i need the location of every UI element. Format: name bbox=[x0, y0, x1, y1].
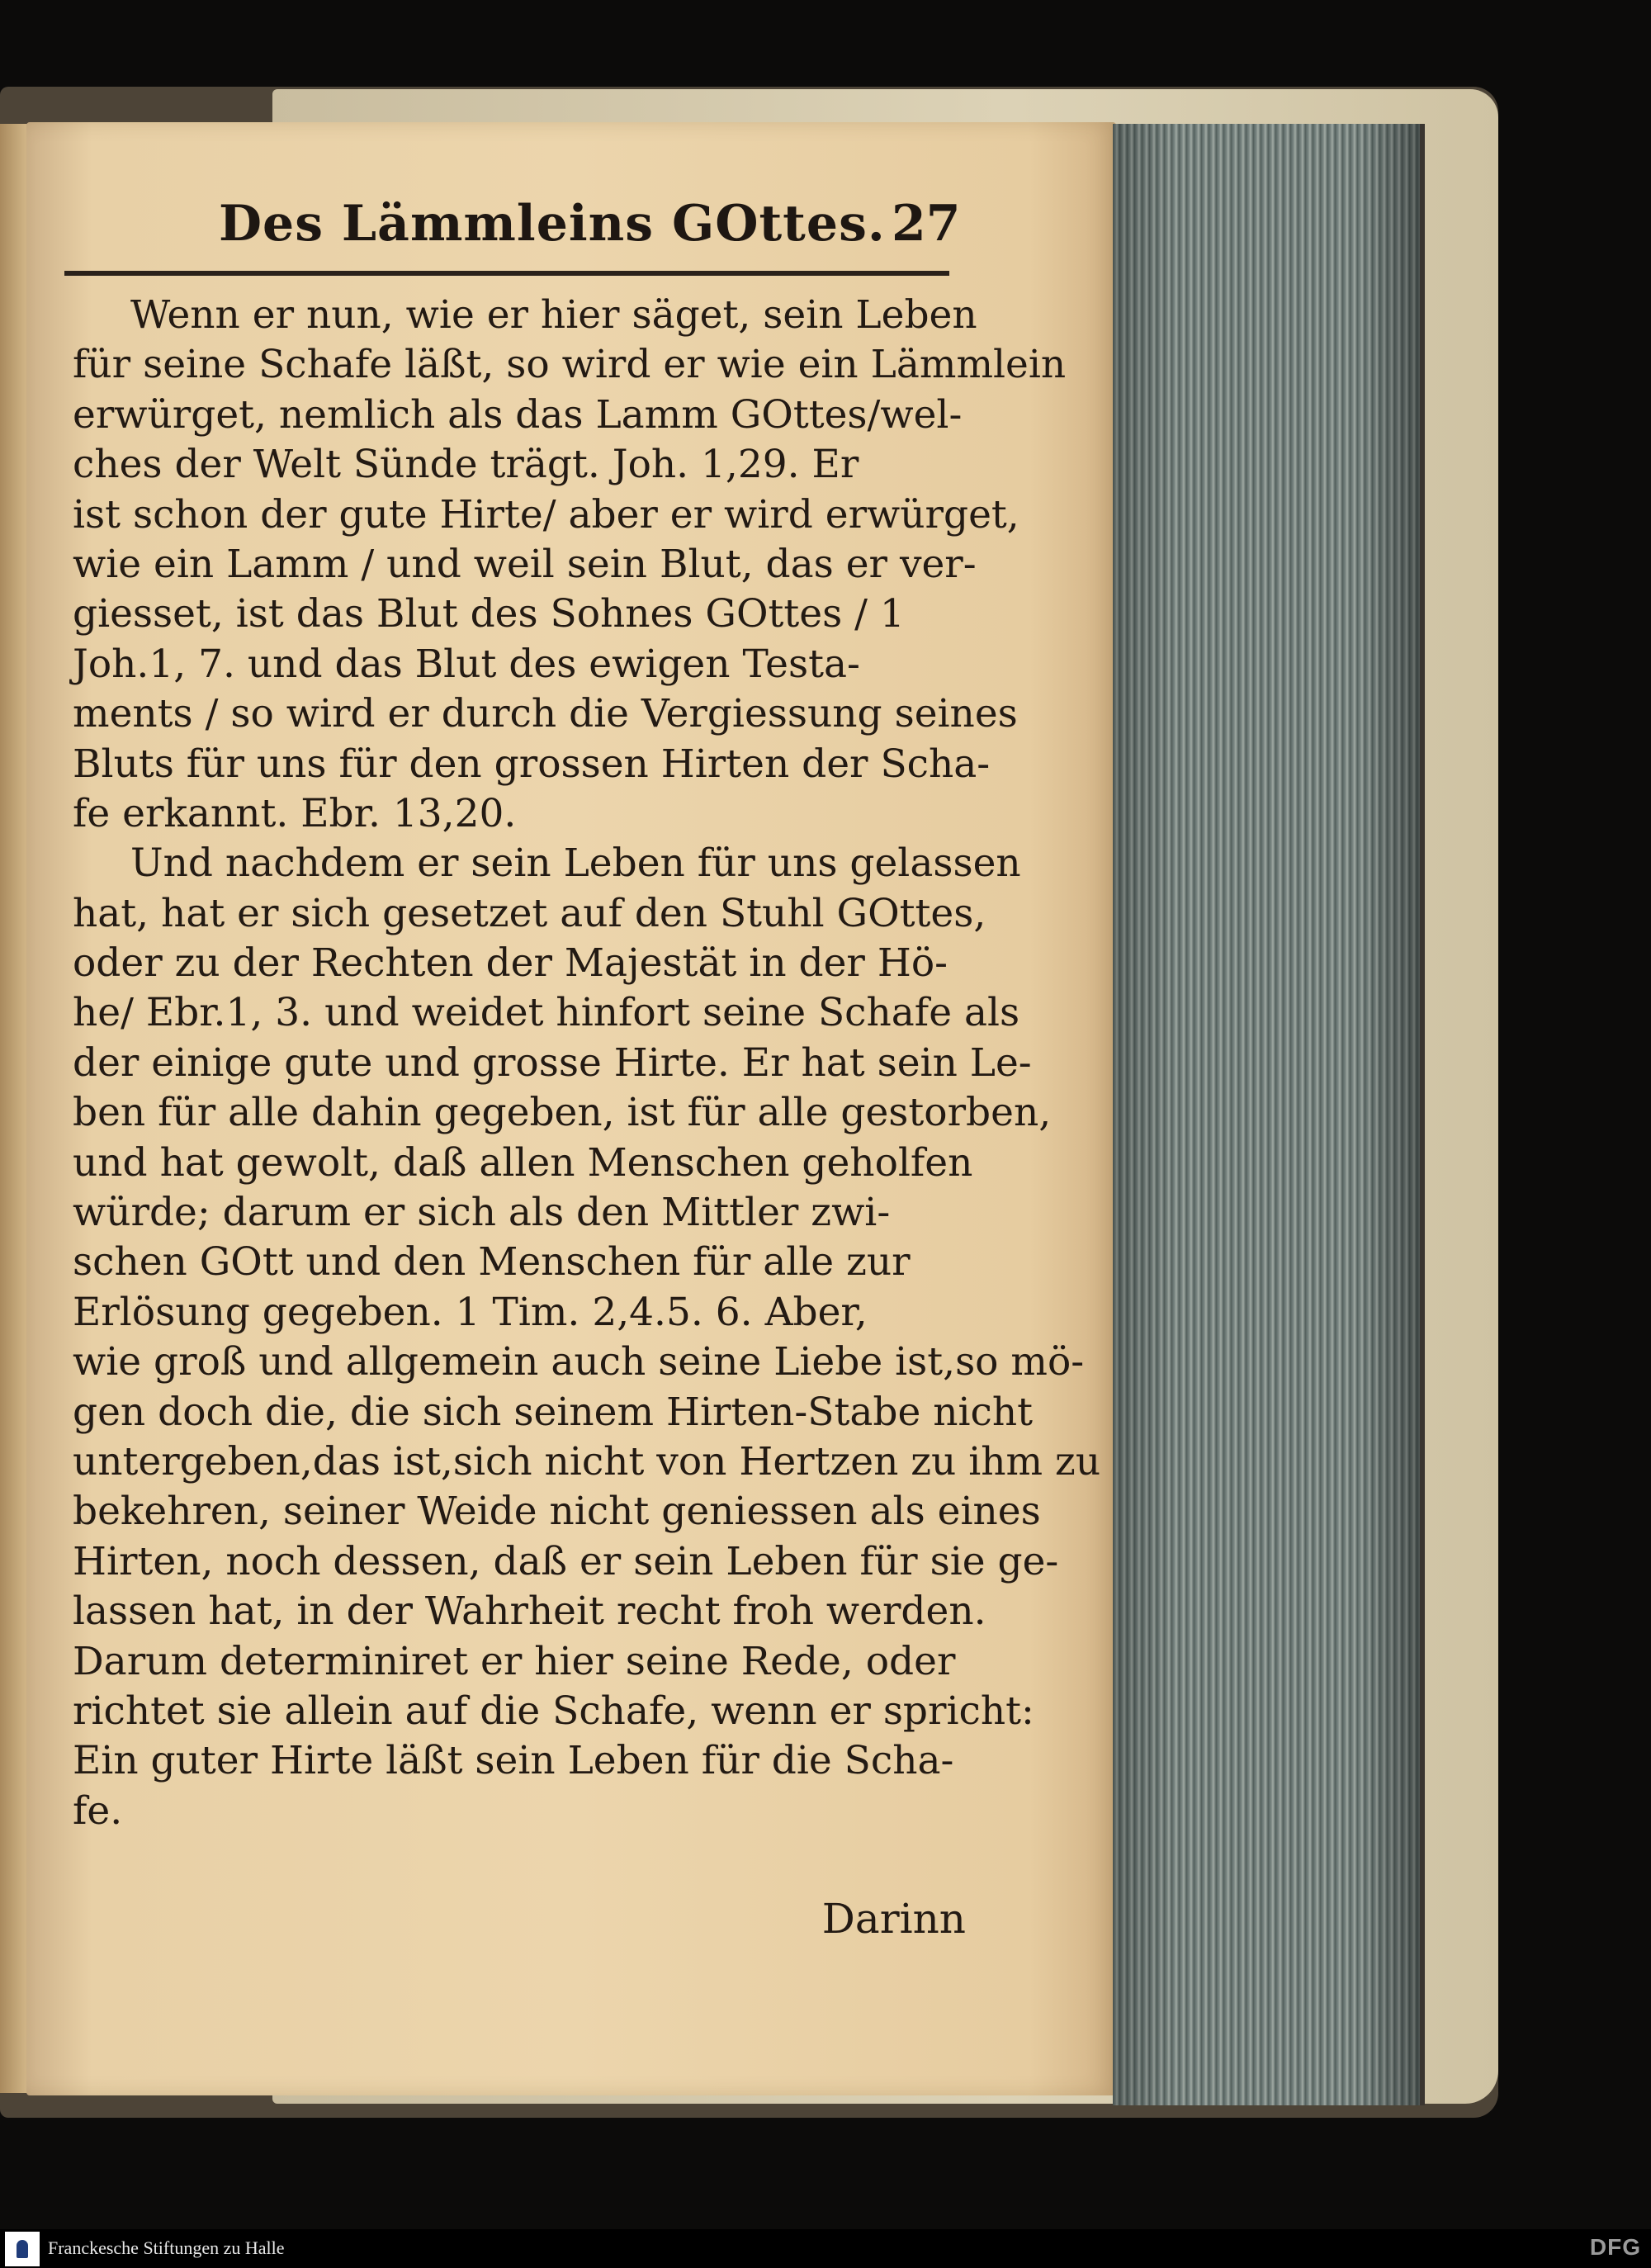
text-line: giesset, ist das Blut des Sohnes GOttes / 1 bbox=[73, 591, 905, 637]
text-line: Joh.1, 7. und das Blut des ewigen Testa- bbox=[73, 641, 860, 687]
text-line: hat, hat er sich gesetzet auf den Stuhl GOttes, bbox=[73, 890, 986, 936]
text-line: Hirten, noch dessen, daß er sein Leben für sie ge- bbox=[73, 1538, 1059, 1584]
text-line: Ein guter Hirte läßt sein Leben für die Scha- bbox=[73, 1738, 954, 1784]
catchword: Darinn bbox=[821, 1895, 966, 1943]
text-line: ist schon der gute Hirte/ aber er wird erwürget, bbox=[73, 491, 1019, 537]
text-line: erwürget, nemlich als das Lamm GOttes/wel- bbox=[73, 391, 963, 438]
text-line: ments / so wird er durch die Vergiessung seines bbox=[73, 691, 1018, 737]
text-line: der einige gute und grosse Hirte. Er hat sein Le- bbox=[73, 1039, 1032, 1086]
institution-name: Franckesche Stiftungen zu Halle bbox=[48, 2237, 285, 2258]
text-line: he/ Ebr.1, 3. und weidet hinfort seine Schafe als bbox=[73, 990, 1020, 1036]
body-text bbox=[73, 291, 1101, 1836]
page-number: 27 bbox=[892, 195, 961, 253]
text-line: gen doch die, die sich seinem Hirten-Stabe nicht bbox=[73, 1389, 1034, 1435]
text-line: ben für alle dahin gegeben, ist für alle gestorben, bbox=[73, 1090, 1052, 1136]
text-line: wie ein Lamm / und weil sein Blut, das er ver- bbox=[73, 541, 977, 587]
text-line: ches der Welt Sünde trägt. Joh. 1,29. Er bbox=[73, 442, 859, 488]
text-line: bekehren, seiner Weide nicht geniessen als eines bbox=[73, 1489, 1041, 1535]
fore-edge-shade bbox=[1113, 124, 1420, 2105]
head-rule bbox=[64, 271, 949, 276]
text-line: Wenn er nun, wie er hier säget, sein Leben bbox=[130, 292, 977, 338]
text-line: würde; darum er sich als den Mittler zwi- bbox=[73, 1190, 891, 1236]
dfg-logo: DFG bbox=[1589, 2234, 1641, 2260]
institution-logo-icon bbox=[5, 2232, 40, 2266]
text-line: Erlösung gegeben. 1 Tim. 2,4.5. 6. Aber, bbox=[73, 1289, 868, 1335]
text-line: fe. bbox=[73, 1787, 123, 1834]
text-line: untergeben,das ist,sich nicht von Hertzen zu ihm zu bbox=[73, 1438, 1101, 1484]
text-line: und hat gewolt, daß allen Menschen geholfen bbox=[73, 1139, 973, 1186]
text-line: fe erkannt. Ebr. 13,20. bbox=[73, 790, 517, 836]
text-line: wie groß und allgemein auch seine Liebe ist,so mö- bbox=[73, 1339, 1085, 1385]
text-line: lassen hat, in der Wahrheit recht froh werden. bbox=[73, 1589, 986, 1635]
text-line: richtet sie allein auf die Schafe, wenn er spricht: bbox=[73, 1688, 1034, 1734]
text-line: Darum determiniret er hier seine Rede, oder bbox=[73, 1638, 956, 1684]
text-line: Bluts für uns für den grossen Hirten der Scha- bbox=[73, 741, 991, 787]
text-line: Und nachdem er sein Leben für uns gelassen bbox=[130, 840, 1021, 887]
text-line: für seine Schafe läßt, so wird er wie ein Lämmlein bbox=[73, 342, 1067, 388]
text-line: oder zu der Rechten der Majestät in der Hö- bbox=[73, 940, 948, 987]
running-head: Des Lämmleins GOttes. bbox=[219, 195, 886, 253]
text-line: schen GOtt und den Menschen für alle zur bbox=[73, 1239, 911, 1286]
